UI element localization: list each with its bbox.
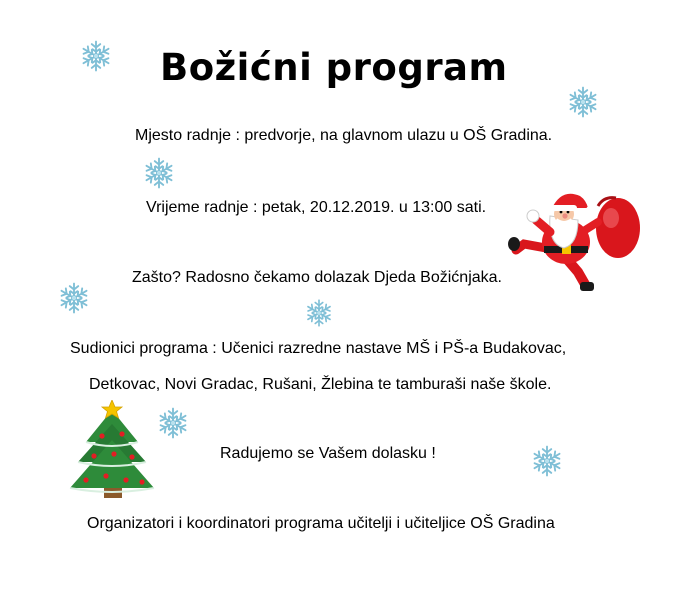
welcome-line: Radujemo se Vašem dolasku ! [220, 445, 436, 462]
participants-line-2: Detkovac, Novi Gradac, Rušani, Žlebina te tamburaši naše škole. [89, 376, 552, 393]
snowflake-icon [304, 298, 334, 328]
place-line: Mjesto radnje : predvorje, na glavnom ulazu u OŠ Gradina. [135, 127, 553, 144]
snowflake-icon [57, 281, 91, 315]
time-line: Vrijeme radnje : petak, 20.12.2019. u 13:00 sati. [146, 199, 487, 216]
christmas-tree-icon [66, 400, 158, 502]
participants-line-1: Sudionici programa : Učenici razredne nastave MŠ i PŠ-a Budakovac, [70, 340, 567, 357]
snowflake-icon [79, 39, 113, 73]
snowflake-icon [156, 406, 190, 440]
snowflake-icon [530, 444, 564, 478]
organizers-line: Organizatori i koordinatori programa učitelji i učiteljice OŠ Gradina [87, 515, 555, 532]
snowflake-icon [142, 156, 176, 190]
page-title: Božićni program [160, 46, 508, 89]
santa-claus-icon [506, 186, 644, 306]
snowflake-icon [566, 85, 600, 119]
why-line: Zašto? Radosno čekamo dolazak Djeda Božićnjaka. [132, 269, 502, 286]
